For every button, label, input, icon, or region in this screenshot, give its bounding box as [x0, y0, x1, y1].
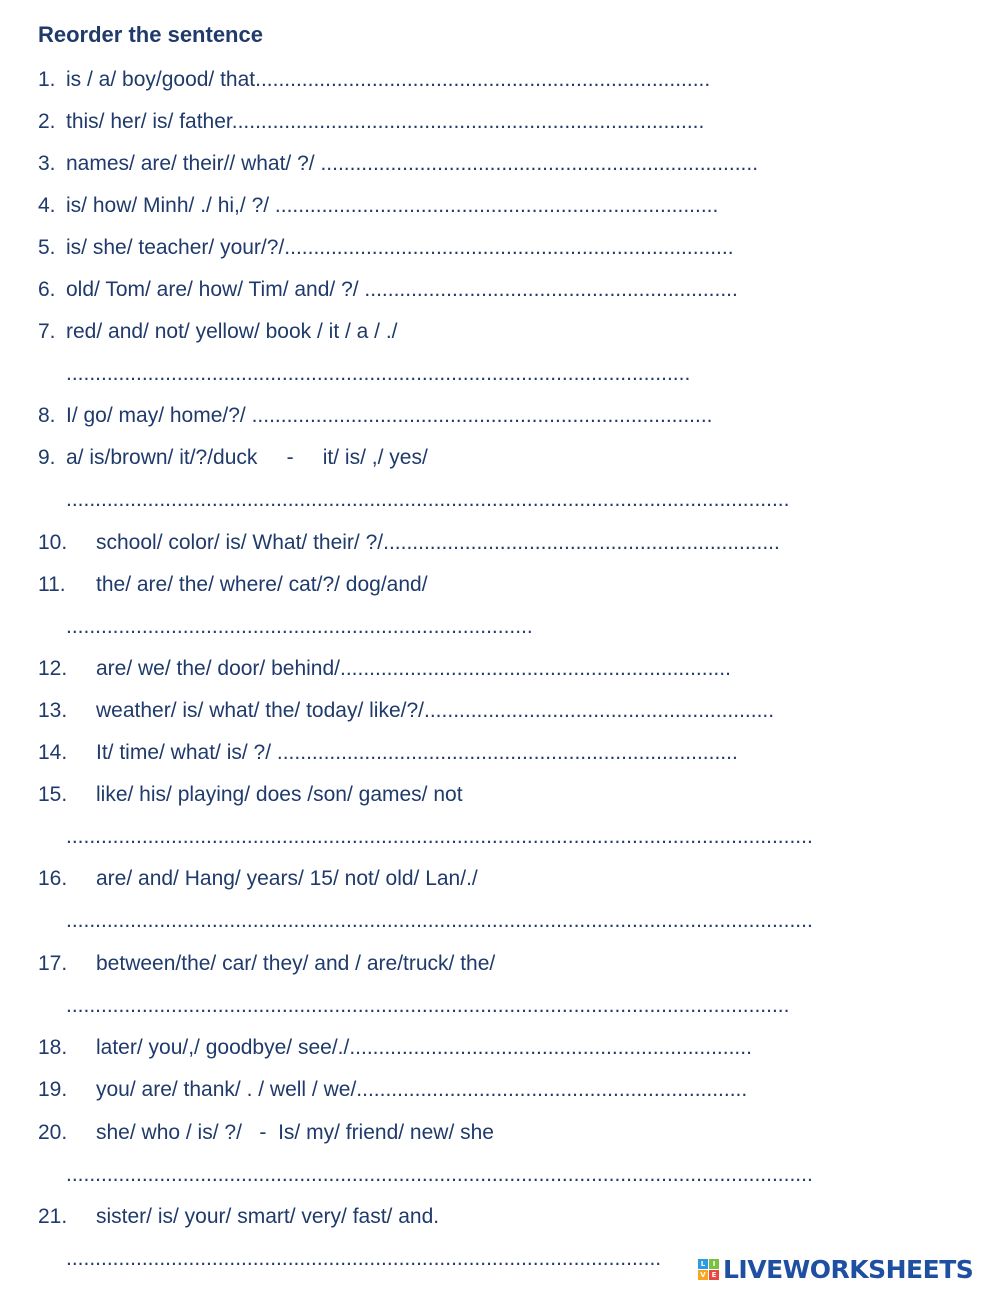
scrambled-words: I/ go/ may/ home/?/: [66, 404, 252, 427]
exercise-item: [38, 866, 478, 892]
exercise-number: 17.: [38, 952, 68, 975]
exercise-item: [38, 403, 713, 429]
exercise-item: [38, 1035, 752, 1061]
scrambled-words: names/ are/ their// what/ ?/: [66, 152, 321, 175]
logo-text: LIVEWORKSHEETS: [723, 1254, 974, 1284]
answer-blank[interactable]: ................................................................................................................................: [66, 825, 813, 848]
answer-blank[interactable]: ................................................................................: [66, 615, 533, 638]
answer-blank[interactable]: ...............................................................................: [251, 404, 713, 427]
exercise-item: [38, 740, 738, 766]
exercise-item: [38, 572, 428, 598]
answer-blank[interactable]: ......................................................................................................: [66, 1247, 662, 1270]
answer-blank[interactable]: ............................................................................................................................: [66, 994, 790, 1017]
answer-blank[interactable]: ............................................................................................................................: [66, 488, 790, 511]
exercise-number: 2.: [38, 110, 56, 133]
exercise-item: [38, 109, 704, 135]
exercise-number: 16.: [38, 867, 68, 890]
logo-tile-3: V: [698, 1270, 708, 1280]
answer-blank[interactable]: ................................................................: [364, 278, 738, 301]
exercise-item: [38, 67, 710, 93]
exercise-number: 15.: [38, 783, 68, 806]
scrambled-words: are/ we/ the/ door/ behind/: [96, 657, 340, 680]
answer-blank[interactable]: ...............................................................................: [276, 741, 738, 764]
scrambled-words: this/ her/ is/ father: [66, 110, 232, 133]
answer-blank[interactable]: ............................................................................: [274, 194, 719, 217]
exercise-number: 9.: [38, 446, 56, 469]
exercise-item: [38, 151, 758, 177]
scrambled-words: the/ are/ the/ where/ cat/?/ dog/and/: [96, 573, 428, 596]
scrambled-words: is / a/ boy/good/ that: [66, 68, 256, 91]
answer-blank[interactable]: ..............................................................................: [255, 68, 711, 91]
logo-tile-4: E: [709, 1270, 719, 1280]
exercise-item: [38, 319, 398, 345]
exercise-item: [38, 782, 463, 808]
exercise-number: 10.: [38, 531, 68, 554]
exercise-number: 3.: [38, 152, 56, 175]
answer-blank[interactable]: .................................................................................: [231, 110, 705, 133]
exercise-number: 1.: [38, 68, 56, 91]
exercise-number: 4.: [38, 194, 56, 217]
exercise-item: [38, 277, 738, 303]
exercise-item: [38, 951, 495, 977]
exercise-item: [38, 1204, 439, 1230]
exercise-number: 12.: [38, 657, 68, 680]
scrambled-words: between/the/ car/ they/ and / are/truck/ the/: [96, 952, 496, 975]
exercise-item: [38, 656, 731, 682]
scrambled-words: sister/ is/ your/ smart/ very/ fast/ and.: [96, 1205, 440, 1228]
liveworksheets-logo: [698, 1255, 973, 1283]
exercise-number: 21.: [38, 1205, 68, 1228]
scrambled-words: you/ are/ thank/ . / well / we/: [96, 1078, 357, 1101]
exercise-item: [38, 698, 774, 724]
answer-blank[interactable]: ...........................................................................................................: [66, 362, 691, 385]
exercise-number: 20.: [38, 1121, 68, 1144]
answer-blank[interactable]: ...................................................................: [340, 657, 731, 680]
exercise-number: 13.: [38, 699, 68, 722]
answer-blank[interactable]: ...................................................................: [356, 1078, 748, 1101]
exercise-item: [38, 193, 718, 219]
answer-blank[interactable]: .....................................................................: [349, 1036, 752, 1059]
scrambled-words: later/ you/,/ goodbye/ see/./: [96, 1036, 350, 1059]
answer-blank[interactable]: ................................................................................................................................: [66, 909, 813, 932]
scrambled-words: school/ color/ is/ What/ their/ ?/: [96, 531, 384, 554]
exercise-item: [38, 445, 428, 471]
exercise-number: 19.: [38, 1078, 68, 1101]
scrambled-words: It/ time/ what/ is/ ?/: [96, 741, 277, 764]
exercise-number: 14.: [38, 741, 68, 764]
exercise-number: 18.: [38, 1036, 68, 1059]
exercise-number: 6.: [38, 278, 56, 301]
logo-icon: [698, 1259, 719, 1280]
exercise-number: 7.: [38, 320, 56, 343]
exercise-item: [38, 235, 734, 261]
scrambled-words: weather/ is/ what/ the/ today/ like/?/: [96, 699, 425, 722]
answer-blank[interactable]: ................................................................................................................................: [66, 1163, 813, 1186]
exercise-item: [38, 1120, 494, 1146]
scrambled-words: old/ Tom/ are/ how/ Tim/ and/ ?/: [66, 278, 365, 301]
exercise-item: [38, 1077, 747, 1103]
exercise-number: 5.: [38, 236, 56, 259]
logo-tile-1: L: [698, 1259, 708, 1269]
scrambled-words: red/ and/ not/ yellow/ book / it / a / ./: [66, 320, 398, 343]
scrambled-words: she/ who / is/ ?/ - Is/ my/ friend/ new/ she: [96, 1121, 494, 1144]
scrambled-words: is/ she/ teacher/ your/?/: [66, 236, 285, 259]
exercise-number: 11.: [38, 573, 66, 596]
answer-blank[interactable]: ............................................................: [424, 699, 775, 722]
logo-tile-2: I: [709, 1259, 719, 1269]
scrambled-words: like/ his/ playing/ does /son/ games/ not: [96, 783, 463, 806]
scrambled-words: are/ and/ Hang/ years/ 15/ not/ old/ Lan/./: [96, 867, 478, 890]
exercise-number: 8.: [38, 404, 56, 427]
scrambled-words: a/ is/brown/ it/?/duck - it/ is/ ,/ yes/: [66, 446, 428, 469]
answer-blank[interactable]: ....................................................................: [383, 531, 780, 554]
page-title: Reorder the sentence: [38, 22, 263, 47]
exercise-item: [38, 530, 780, 556]
answer-blank[interactable]: .............................................................................: [284, 236, 734, 259]
scrambled-words: is/ how/ Minh/ ./ hi,/ ?/: [66, 194, 275, 217]
answer-blank[interactable]: ...........................................................................: [320, 152, 759, 175]
